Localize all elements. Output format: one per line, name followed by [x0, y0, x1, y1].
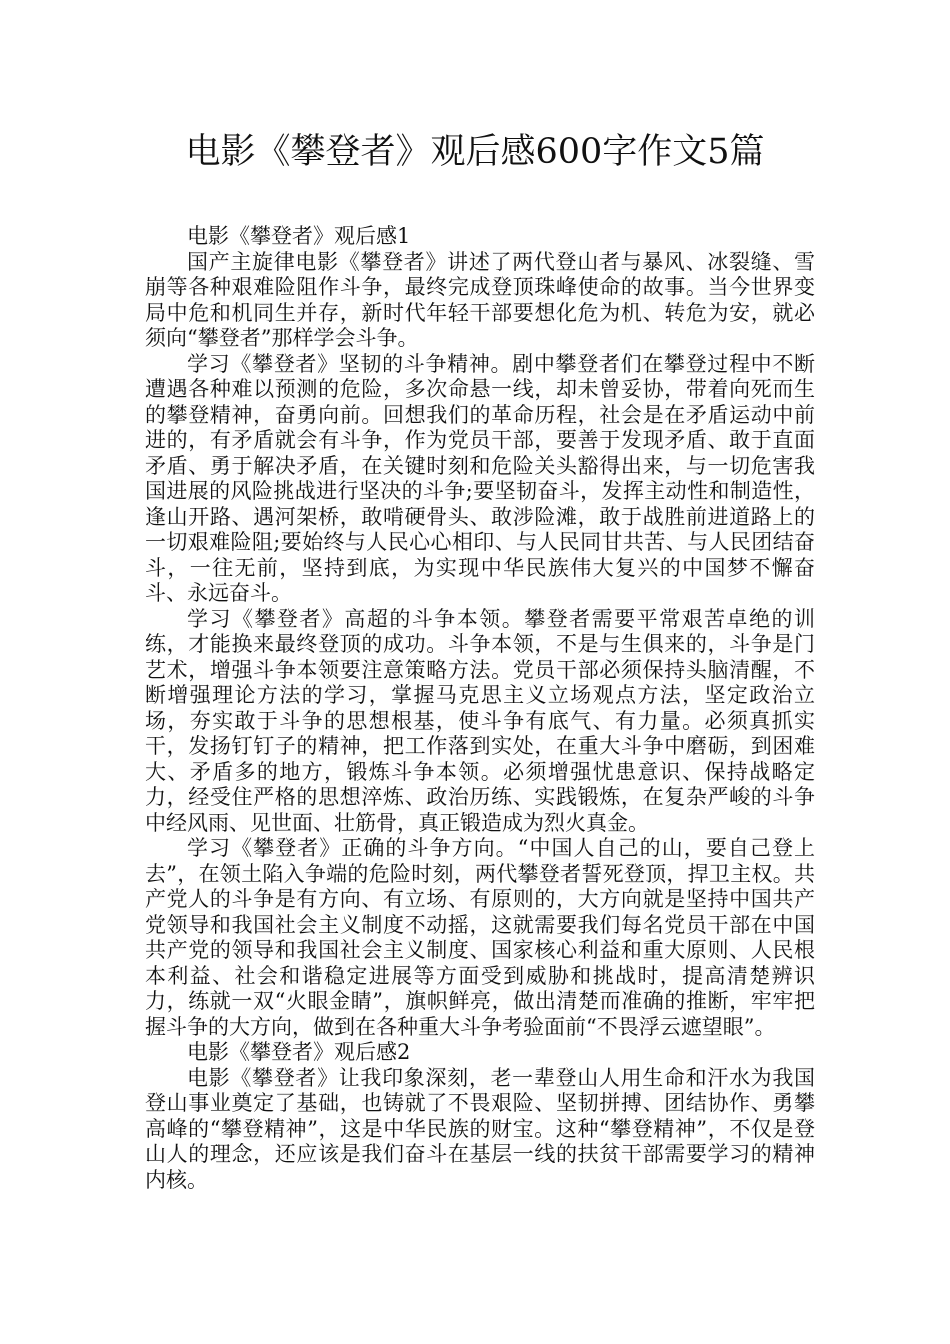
document-body	[145, 224, 815, 1193]
section-heading-2: 电影《攀登者》观后感2	[187, 1040, 411, 1064]
paragraph-skill: 学习《攀登者》高超的斗争本领。攀登者需要平常艰苦卓绝的训练，才能换来最终登顶的成功。斗争本领，不是与生俱来的，斗争是门艺术，增强斗争本领要注意策略方法。党员干部必须保持头脑清醒，不断增强理论方法的学习，掌握马克思主义立场观点方法，坚定政治立场，夯实敢于斗争的思想根基，使斗争有底气、有力量。必须真抓实干，发扬钉钉子的精神，把工作落到实处，在重大斗争中磨砺，到困难大、矛盾多的地方，锻炼斗争本领。必须增强忧患意识、保持战略定力，经受住严格的思想淬炼、政治历练、实践锻炼，在复杂严峻的斗争中经风雨、见世面、壮筋骨，真正锻造成为烈火真金。	[145, 606, 815, 835]
document-title: 电影《攀登者》观后感600字作文5篇	[185, 132, 765, 172]
paragraph-direction: 学习《攀登者》正确的斗争方向。“中国人自己的山，要自己登上去”，在领土陷入争端的危险时刻，两代攀登者誓死登顶，捍卫主权。共产党人的斗争是有方向、有立场、有原则的，大方向就是坚持中国共产党领导和我国社会主义制度不动摇，这就需要我们每名党员干部在中国共产党的领导和我国社会主义制度、国家核心利益和重大原则、人民根本利益、社会和谐稳定进展等方面受到威胁和挑战时，提高清楚辨识力，练就一双“火眼金睛”，旗帜鲜亮，做出清楚而准确的推断，牢牢把握斗争的大方向，做到在各种重大斗争考验面前“不畏浮云遮望眼”。	[145, 836, 815, 1039]
paragraph-spirit: 学习《攀登者》坚韧的斗争精神。剧中攀登者们在攀登过程中不断遭遇各种难以预测的危险，多次命悬一线，却未曾妥协，带着向死而生的攀登精神，奋勇向前。回想我们的革命历程，社会是在矛盾运动中前进的，有矛盾就会有斗争，作为党员干部，要善于发现矛盾、敢于直面矛盾、勇于解决矛盾，在关键时刻和危险关头豁得出来，与一切危害我国进展的风险挑战进行坚决的斗争;要坚韧奋斗，发挥主动性和制造性，逢山开路、遇河架桥，敢啃硬骨头、敢涉险滩，敢于战胜前进道路上的一切艰难险阻;要始终与人民心心相印、与人民同甘共苦、与人民团结奋斗，一往无前，坚持到底，为实现中华民族伟大复兴的中国梦不懈奋斗、永远奋斗。	[145, 351, 815, 605]
paragraph-intro: 国产主旋律电影《攀登者》讲述了两代登山者与暴风、冰裂缝、雪崩等各种艰难险阻作斗争，最终完成登顶珠峰使命的故事。当今世界变局中危和机同生并存，新时代年轻干部要想化危为机、转危为安，就必须向“攀登者”那样学会斗争。	[145, 249, 815, 350]
section-heading-1: 电影《攀登者》观后感1	[187, 224, 411, 248]
paragraph-review-2: 电影《攀登者》让我印象深刻，老一辈登山人用生命和汗水为我国登山事业奠定了基础，也铸就了不畏艰险、坚韧拼搏、团结协作、勇攀高峰的“攀登精神”，这是中华民族的财宝。这种“攀登精神”，不仅是登山人的理念，还应该是我们奋斗在基层一线的扶贫干部需要学习的精神内核。	[145, 1065, 815, 1192]
